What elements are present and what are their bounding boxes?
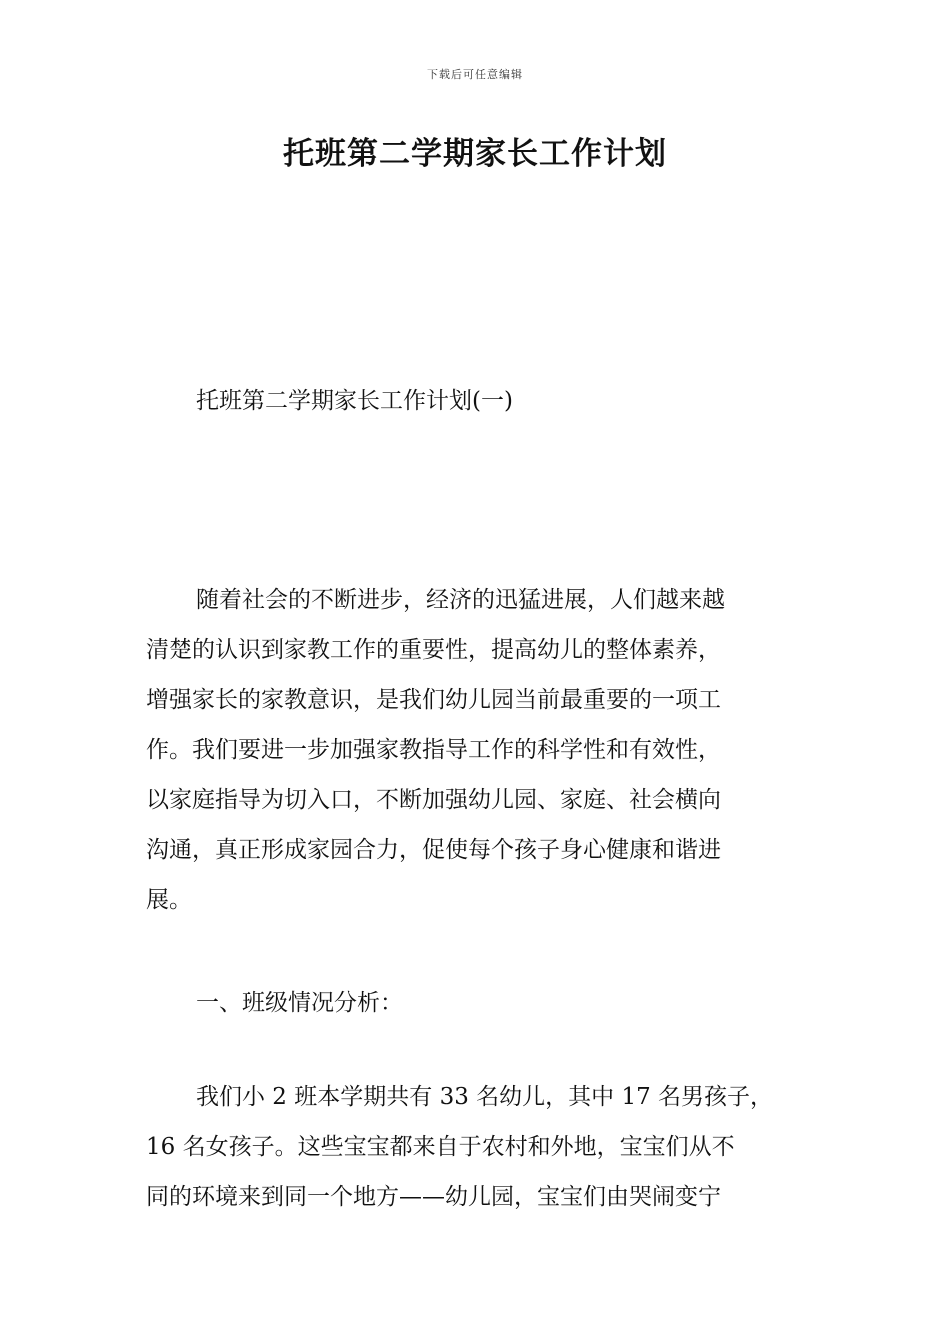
paragraph-line: 清楚的认识到家教工作的重要性，提高幼儿的整体素养，	[146, 637, 721, 663]
section-heading-class-analysis: 一、班级情况分析：	[196, 990, 403, 1016]
paragraph-line: 作。我们要进一步加强家教指导工作的科学性和有效性，	[146, 737, 721, 763]
document-subtitle: 托班第二学期家长工作计划(一)	[196, 388, 513, 414]
paragraph-line: 以家庭指导为切入口，不断加强幼儿园、家庭、社会横向	[146, 787, 721, 813]
paragraph-line: 我们小 2 班本学期共有 33 名幼儿，其中 17 名男孩子，	[196, 1084, 774, 1110]
document-title: 托班第二学期家长工作计划	[283, 136, 667, 172]
paragraph-line: 同的环境来到同一个地方——幼儿园，宝宝们由哭闹变宁	[146, 1184, 721, 1210]
header-note: 下载后可任意编辑	[427, 68, 523, 81]
paragraph-line: 展。	[146, 887, 192, 913]
paragraph-line: 沟通，真正形成家园合力，促使每个孩子身心健康和谐进	[146, 837, 721, 863]
paragraph-line: 增强家长的家教意识，是我们幼儿园当前最重要的一项工	[146, 687, 721, 713]
intro-paragraph	[146, 575, 816, 925]
paragraph-line: 16 名女孩子。这些宝宝都来自于农村和外地，宝宝们从不	[146, 1134, 735, 1160]
class-situation-paragraph	[146, 1072, 816, 1222]
paragraph-line: 随着社会的不断进步，经济的迅猛进展，人们越来越	[196, 587, 725, 613]
